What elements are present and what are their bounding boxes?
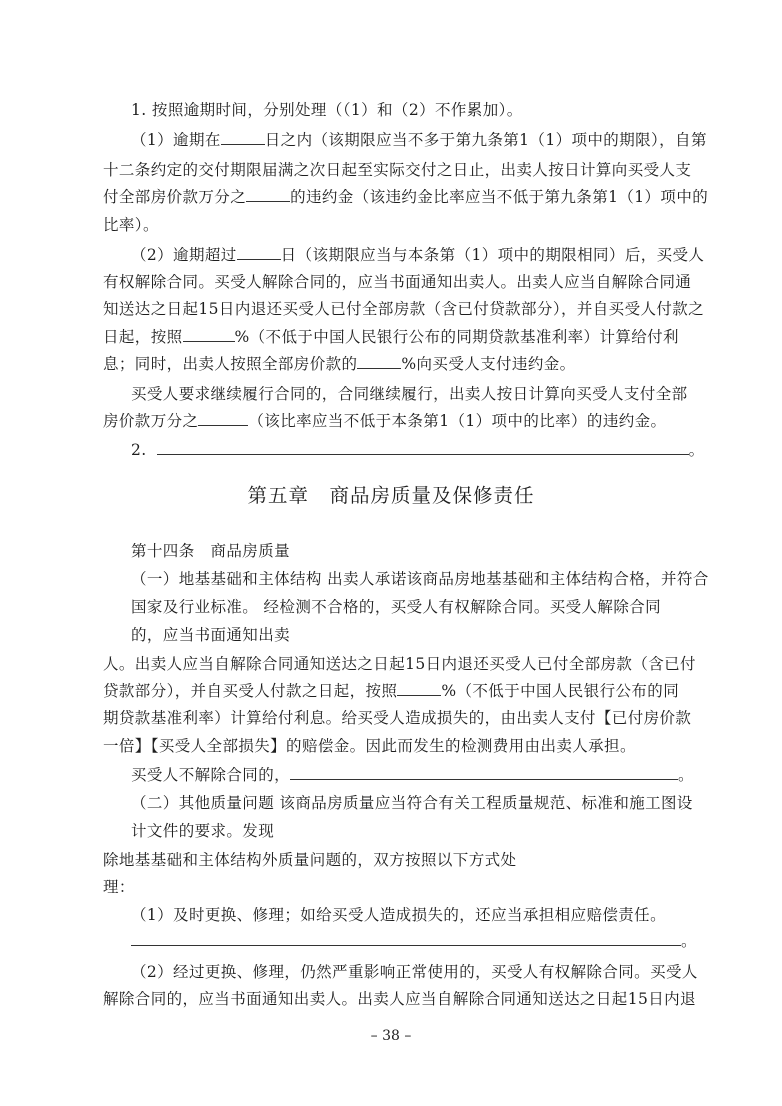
paragraph-line: 付全部房价款万分之 的违约金（该违约金比率应当不低于第九条第1（1）项中的: [103, 188, 709, 206]
clause-1-item-1: （1）逾期在 日之内（该期限应当不多于第九条第1（1）项中的期限），自第: [131, 131, 707, 149]
clause-1-heading: 1. 按照逾期时间，分别处理（（1）和（2）不作累加）。: [131, 101, 523, 119]
paragraph-line: 比率）。: [103, 216, 159, 234]
paragraph-line: 的，应当书面通知出卖: [131, 626, 291, 644]
blank-rate: [198, 410, 248, 426]
blank-long: [131, 930, 681, 946]
paragraph-line: 国家及行业标准。 经检测不合格的，买受人有权解除合同。买受人解除合同: [131, 598, 662, 616]
blank-percent: [357, 353, 401, 369]
paragraph-line: 一倍】【买受人全部损失】的赔偿金。因此而发生的检测费用由出卖人承担。: [103, 737, 636, 755]
blank-long: [157, 439, 689, 455]
blank-percent: [397, 680, 441, 696]
paragraph-line: 有权解除合同。买受人解除合同的，应当书面通知出卖人。出卖人应当自解除合同通: [103, 273, 692, 291]
paragraph-line: 房价款万分之 （该比率应当不低于本条第1（1）项中的比率）的违约金。: [103, 412, 667, 430]
paragraph-line: 息；同时，出卖人按照全部房价款的 %向买受人支付违约金。: [103, 355, 576, 373]
paragraph-line: 除地基基础和主体结构外质量问题的，双方按照以下方式处: [103, 851, 517, 869]
blank-days: [237, 244, 281, 260]
paragraph-line: 十二条约定的交付期限届满之次日起至实际交付之日止，出卖人按日计算向买受人支: [103, 161, 692, 179]
paragraph-line: 买受人要求继续履行合同的，合同继续履行，出卖人按日计算向买受人支付全部: [131, 385, 688, 403]
paragraph-line: 期贷款基准利率）计算给付利息。给买受人造成损失的，由出卖人支付【已付房价款: [103, 709, 692, 727]
paragraph-line: （1）及时更换、修理；如给买受人造成损失的，还应当承担相应赔偿责任。: [131, 906, 666, 924]
article-14-heading: 第十四条 商品房质量: [131, 542, 291, 560]
paragraph-line: 知送达之日起15日内退还买受人已付全部房款（含已付贷款部分），并自买受人付款之: [103, 300, 705, 318]
blank-percent: [183, 326, 235, 342]
paragraph-line: 计文件的要求。发现: [131, 822, 275, 840]
paragraph-line: 。: [131, 930, 697, 952]
paragraph-line: 日起，按照 %（不低于中国人民银行公布的同期贷款基准利率）计算给付利: [103, 328, 679, 346]
blank-rate: [246, 186, 290, 202]
blank-days: [221, 129, 265, 145]
paragraph-line: 买受人不解除合同的， 。: [131, 766, 694, 784]
blank-long: [290, 764, 678, 780]
paragraph-line: 人。出卖人应当自解除合同通知送达之日起15日内退还买受人已付全部房款（含已付: [103, 655, 696, 673]
paragraph-line: （二）其他质量问题 该商品房质量应当符合有关工程质量规范、标准和施工图设: [131, 794, 693, 812]
paragraph-line: 贷款部分），并自买受人付款之日起，按照 %（不低于中国人民银行公布的同: [103, 682, 680, 700]
chapter-title: 第五章 商品房质量及保修责任: [247, 484, 535, 507]
paragraph-line: （2）经过更换、修理，仍然严重影响正常使用的，买受人有权解除合同。买受人: [131, 963, 698, 981]
paragraph-line: 解除合同的，应当书面通知出卖人。出卖人应当自解除合同通知送达之日起15日内退: [103, 990, 696, 1008]
clause-2-line: 2. 。: [131, 441, 705, 459]
paragraph-line: （一）地基基础和主体结构 出卖人承诺该商品房地基基础和主体结构合格，并符合: [131, 570, 709, 588]
paragraph-line: 理：: [103, 878, 135, 896]
page-number: – 38 –: [370, 1028, 412, 1044]
clause-1-item-2: （2）逾期超过 日（该期限应当与本条第（1）项中的期限相同）后，买受人: [131, 246, 705, 264]
